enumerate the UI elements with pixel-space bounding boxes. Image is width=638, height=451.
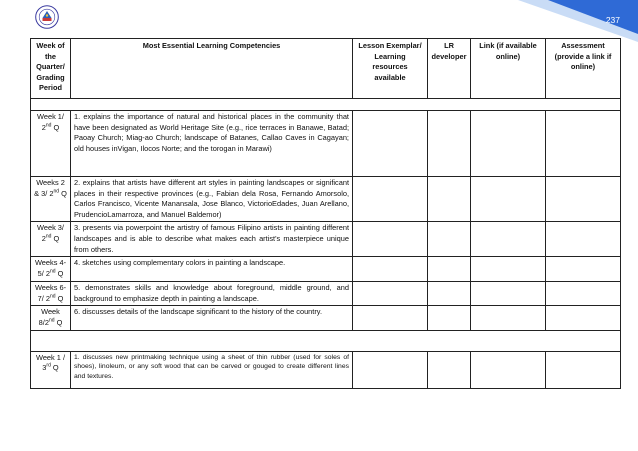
week-cell: Week 3/ 2nd Q — [31, 222, 71, 257]
link-cell — [471, 351, 546, 388]
link-cell — [471, 177, 546, 222]
lesson-cell — [353, 351, 428, 388]
assessment-cell — [546, 351, 621, 388]
assessment-cell — [546, 306, 621, 330]
link-cell — [471, 222, 546, 257]
assessment-cell — [546, 111, 621, 177]
table-row — [31, 282, 621, 306]
table-row — [31, 257, 621, 282]
table-header-row — [31, 39, 621, 99]
link-cell — [471, 306, 546, 330]
competency-cell: 3. presents via powerpoint the artistry of famous Filipino artists in painting different landscapes and is able to describe what makes each artist's masterpiece unique from others. — [71, 222, 353, 257]
lr-cell — [428, 111, 471, 177]
competency-cell: 1. explains the importance of natural and historical places in the community that have been designated as World Heritage Site (e.g., rice terraces in Banawe, Batad; Paoay Church; Miag-ao Church; landscape of Batanes, Callao Caves in Cagayan; old houses inVigan, Ilocos Norte; and the torogan in Marawi) — [71, 111, 353, 177]
table-row — [31, 306, 621, 330]
link-cell — [471, 282, 546, 306]
header-lr: LR developer — [428, 39, 471, 99]
melc-table — [30, 38, 621, 389]
lr-cell — [428, 306, 471, 330]
corner-decoration — [518, 0, 638, 42]
week-cell: Weeks 2 & 3/ 2nd Q — [31, 177, 71, 222]
week-cell: Week 8/2nd Q — [31, 306, 71, 330]
page-number: 237 — [605, 15, 620, 25]
header-week: Week of the Quarter/ Grading Period — [31, 39, 71, 99]
week-cell: Week 1 / 3rd Q — [31, 351, 71, 388]
table-row — [31, 177, 621, 222]
assessment-cell — [546, 257, 621, 282]
lr-cell — [428, 282, 471, 306]
assessment-cell — [546, 177, 621, 222]
competency-cell: 1. discusses new printmaking technique using a sheet of thin rubber (used for soles of shoes), linoleum, or any soft wood that can be carved or gouged to create different lines and textures. — [71, 351, 353, 388]
header-link: Link (if available online) — [471, 39, 546, 99]
assessment-cell — [546, 282, 621, 306]
link-cell — [471, 257, 546, 282]
lesson-cell — [353, 222, 428, 257]
table-row — [31, 222, 621, 257]
lr-cell — [428, 222, 471, 257]
header-assessment: Assessment (provide a link if online) — [546, 39, 621, 99]
competency-cell: 2. explains that artists have different art styles in painting landscapes or significant places in their respective provinces (e.g., Fabian dela Rosa, Fernando Amorsolo, Carlos Francisco, Vicente Manansala, Jose Blanco, VictorioEdades, Juan Arellano, PrudencioLamarroza, and Manuel Baldemor) — [71, 177, 353, 222]
competency-cell: 4. sketches using complementary colors in painting a landscape. — [71, 257, 353, 282]
spacer-row — [31, 330, 621, 351]
lr-cell — [428, 177, 471, 222]
header-lesson: Lesson Exemplar/ Learning resources available — [353, 39, 428, 99]
competency-cell: 6. discusses details of the landscape significant to the history of the country. — [71, 306, 353, 330]
header-melc: Most Essential Learning Competencies — [71, 39, 353, 99]
week-cell: Weeks 6- 7/ 2nd Q — [31, 282, 71, 306]
lr-cell — [428, 351, 471, 388]
week-cell: Week 1/ 2nd Q — [31, 111, 71, 177]
lesson-cell — [353, 177, 428, 222]
lr-cell — [428, 257, 471, 282]
lesson-cell — [353, 306, 428, 330]
assessment-cell — [546, 222, 621, 257]
competency-cell: 5. demonstrates skills and knowledge about foreground, middle ground, and background to emphasize depth in painting a landscape. — [71, 282, 353, 306]
link-cell — [471, 111, 546, 177]
lesson-cell — [353, 282, 428, 306]
deped-seal-logo — [35, 5, 59, 29]
week-cell: Weeks 4- 5/ 2nd Q — [31, 257, 71, 282]
spacer-row — [31, 99, 621, 111]
lesson-cell — [353, 257, 428, 282]
table-row — [31, 111, 621, 177]
lesson-cell — [353, 111, 428, 177]
table-row — [31, 351, 621, 388]
